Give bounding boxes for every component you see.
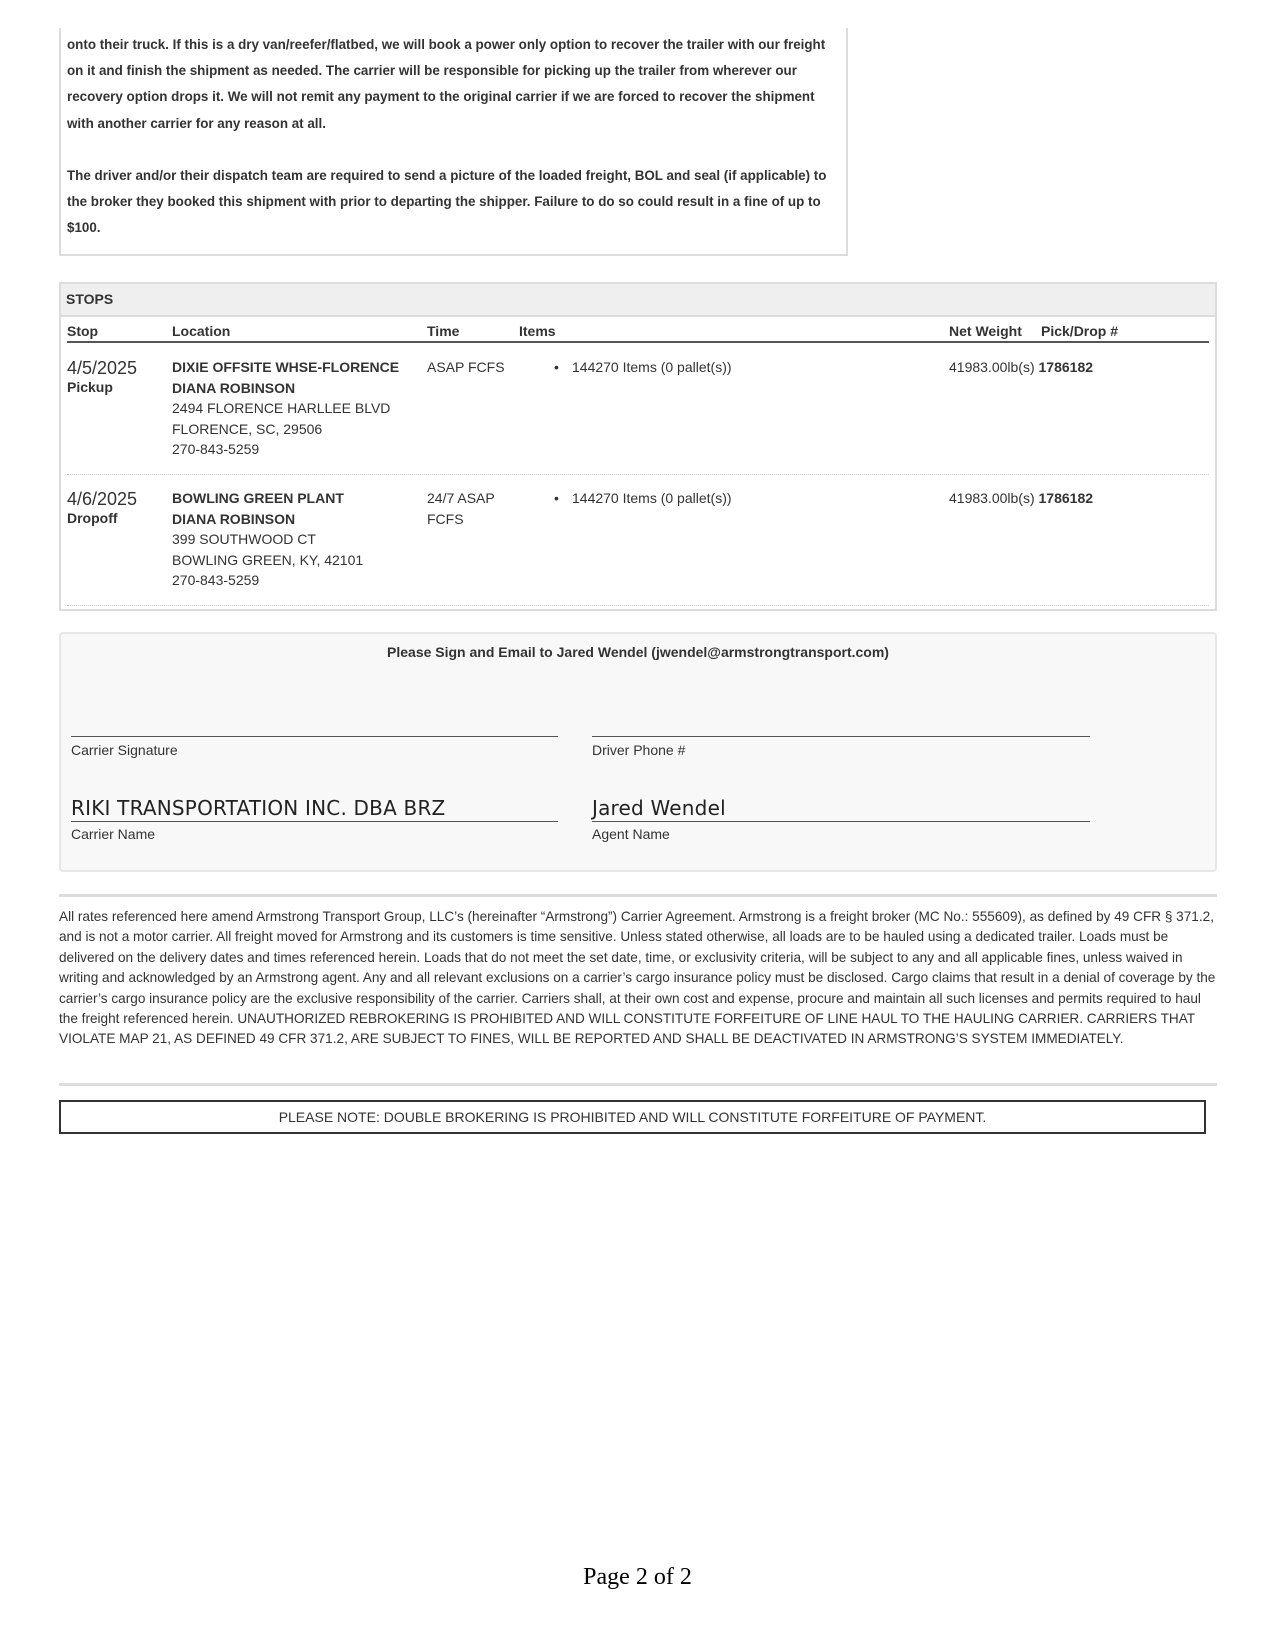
stop-date: 4/5/2025 [67, 358, 138, 378]
header-stop: Stop [67, 323, 99, 339]
table-row [67, 474, 1209, 606]
address-line: 399 SOUTHWOOD CT [172, 531, 316, 547]
driver-phone-line[interactable] [592, 736, 1090, 737]
carrier-signature-line[interactable] [71, 736, 558, 737]
address-line: 2494 FLORENCE HARLLEE BLVD [172, 400, 391, 416]
stop-location [172, 357, 399, 460]
time-text: 24/7 ASAP [427, 490, 495, 506]
net-weight: 41983.00lb(s) [949, 359, 1035, 375]
pick-drop-number: 1786182 [1038, 359, 1094, 375]
page-number: Page 2 of 2 [583, 1564, 692, 1590]
time-text-cont: FCFS [427, 510, 464, 527]
terms-box [59, 28, 848, 256]
carrier-signature-label: Carrier Signature [71, 742, 178, 758]
carrier-name-label: Carrier Name [71, 826, 156, 842]
table-row [67, 343, 1209, 475]
contact-name: DIANA ROBINSON [172, 510, 296, 527]
stop-date: 4/6/2025 [67, 489, 138, 509]
legal-disclaimer: All rates referenced here amend Armstrong Transport Group, LLC’s (hereinafter “Armstrong”) Carrier Agreement. Armstrong is a freight broker (MC No.: 555609), as defined by 49 CFR § 371.2, and is not a motor carrier. All freight moved for Armstrong and its customers is time sensitive. Unless stated otherwise, all loads are to be hauled using a dedicated trailer. Loads must be delivered on the delivery dates and times referenced herein. Loads that do not meet the set date, time, or exclusivity criteria, will be subject to any and all applicable fines, unless waived in writing and acknowledged by an Armstrong agent. Any and all relevant exclusions on a carrier’s cargo insurance policy must be disclosed. Cargo claims that result in a denial of coverage by the carrier’s cargo insurance policy are the exclusive responsibility of the carrier. Carriers shall, at their own cost and expense, procure and maintain all such licenses and permits required to haul the freight referenced herein. UNAUTHORIZED REBROKERING IS PROHIBITED AND WILL CONSTITUTE FORFEITURE OF LINE HAUL TO THE HAULING CARRIER. CARRIERS THAT VIOLATE MAP 21, AS DEFINED 49 CFR 371.2, ARE SUBJECT TO FINES, WILL BE REPORTED AND SHALL BE DEACTIVATED IN ARMSTRONG’S SYSTEM IMMEDIATELY. [59, 909, 1216, 1047]
signature-instructions: Please Sign and Email to Jared Wendel (jwendel@armstrongtransport.com) [387, 644, 889, 660]
stop-weight [949, 488, 1093, 509]
stop-weight [949, 357, 1093, 378]
legal-bottom-divider [59, 1083, 1217, 1086]
header-pick-drop: Pick/Drop # [1041, 323, 1119, 339]
stops-section [59, 282, 1217, 611]
header-location: Location [172, 323, 231, 339]
pick-drop-number: 1786182 [1038, 490, 1094, 506]
stop-items: • 144270 Items (0 pallet(s)) [572, 357, 732, 378]
header-items: Items [519, 323, 556, 339]
stop-location [172, 488, 363, 591]
carrier-name-line [71, 821, 558, 822]
facility-name: DIXIE OFFSITE WHSE-FLORENCE [172, 359, 400, 375]
phone-number: 270-843-5259 [172, 441, 260, 457]
terms-paragraph-photo-requirement: The driver and/or their dispatch team are required to send a picture of the loaded freight, BOL and seal (if applicable) to the broker they booked this shipment with prior to departing the shipper. Failure to do so could result in a fine of up to $100. [67, 167, 827, 236]
contact-name: DIANA ROBINSON [172, 379, 296, 396]
agent-name-label: Agent Name [592, 826, 670, 842]
terms-paragraph-recovery: onto their truck. If this is a dry van/reefer/flatbed, we will book a power only option to recover the trailer with our freight on it and finish the shipment as needed. The carrier will be responsible for picking up the trailer from wherever our recovery option drops it. We will not remit any payment to the original carrier if we are forced to recover the shipment with another carrier for any reason at all. [67, 37, 826, 131]
agent-name-value: Jared Wendel [592, 796, 726, 820]
facility-name: BOWLING GREEN PLANT [172, 490, 344, 506]
phone-number: 270-843-5259 [172, 572, 260, 588]
city-state-zip: FLORENCE, SC, 29506 [172, 420, 323, 437]
net-weight: 41983.00lb(s) [949, 490, 1035, 506]
carrier-name-value: RIKI TRANSPORTATION INC. DBA BRZ [71, 796, 446, 820]
double-brokering-notice: PLEASE NOTE: DOUBLE BROKERING IS PROHIBITED AND WILL CONSTITUTE FORFEITURE OF PAYMENT. [59, 1100, 1206, 1134]
driver-phone-label: Driver Phone # [592, 742, 686, 758]
header-time: Time [427, 323, 460, 339]
time-text: ASAP FCFS [427, 359, 505, 375]
stop-items: • 144270 Items (0 pallet(s)) [572, 488, 732, 509]
header-net-weight: Net Weight [949, 323, 1022, 339]
stop-type: Pickup [67, 379, 113, 395]
signature-section [59, 632, 1217, 872]
city-state-zip: BOWLING GREEN, KY, 42101 [172, 551, 364, 568]
stop-type: Dropoff [67, 510, 118, 526]
legal-top-divider [59, 894, 1217, 897]
stops-title: STOPS [61, 284, 1215, 317]
stop-time [427, 488, 495, 529]
stop-time [427, 357, 505, 378]
agent-name-line [592, 821, 1090, 822]
